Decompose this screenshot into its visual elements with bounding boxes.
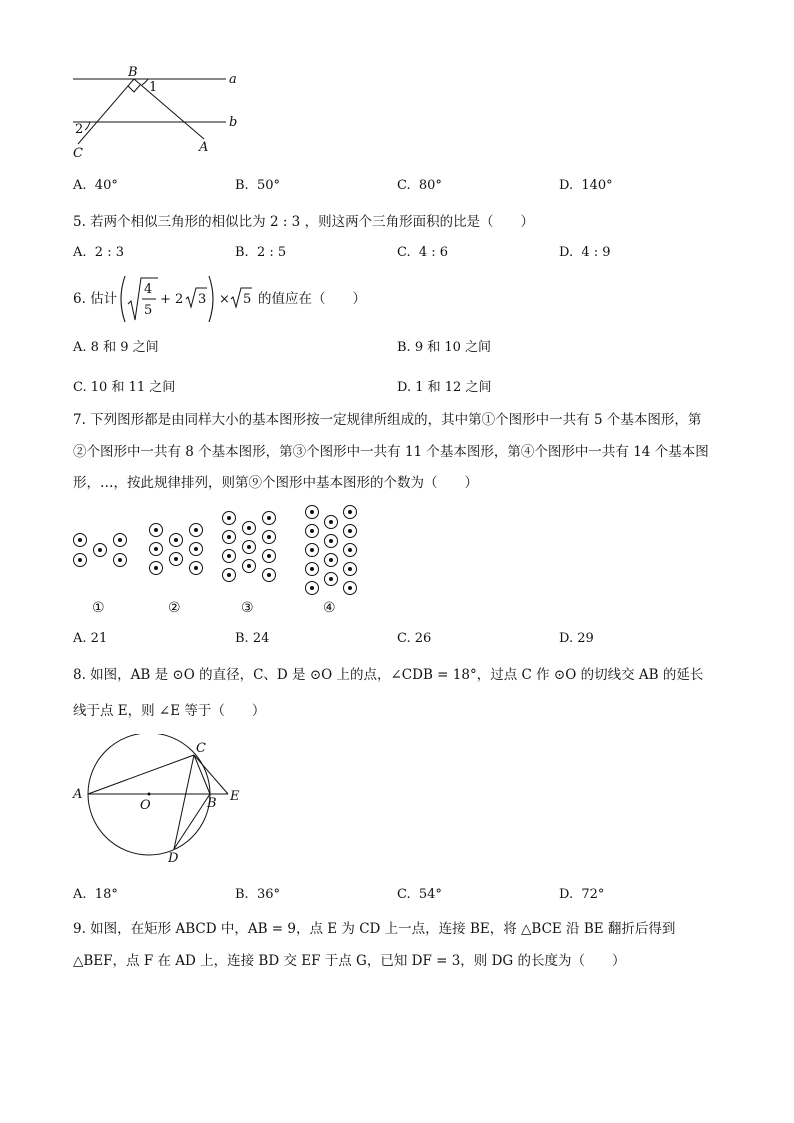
label-E: E [230, 789, 240, 804]
pattern-label-2: ② [168, 600, 181, 616]
q6-expression [116, 274, 256, 326]
q5-option-a[interactable]: A. 2 : 3 [73, 245, 124, 260]
pattern-label-3: ③ [241, 600, 254, 616]
plus-two: + 2 [160, 292, 184, 307]
q7-pattern-figure [66, 502, 366, 620]
q5-stem: 5. 若两个相似三角形的相似比为 2 : 3 ，则这两个三角形面积的比是（ ） [73, 214, 535, 230]
label-A: A [73, 787, 83, 802]
q7-option-d[interactable]: D. 29 [559, 631, 594, 646]
q6-option-b[interactable]: B. 9 和 10 之间 [397, 340, 492, 355]
basic-shape-dot [247, 526, 251, 530]
label-2: 2 [75, 122, 84, 137]
basic-shape-dot [154, 528, 158, 532]
q7-stem-line-1: 7. 下列图形都是由同样大小的基本图形按一定规律所组成的，其中第①个图形中一共有 5 个基本图形，第 [73, 412, 702, 428]
q7-stem-line-2: ②个图形中一共有 8 个基本图形，第③个图形中一共有 11 个基本图形，第④个图形中一共有 14 个基本图 [73, 444, 709, 460]
angle-1-arc [142, 79, 148, 85]
basic-shape-dot [267, 535, 271, 539]
label-B: B [207, 796, 217, 811]
q9-stem-line-2: △BEF，点 F 在 AD 上，连接 BD 交 EF 于点 G，已知 DF = 3，则 DG 的长度为（ ） [73, 953, 626, 969]
basic-shape-dot [348, 548, 352, 552]
basic-shape-dot [329, 520, 333, 524]
q5-option-b[interactable]: B. 2 : 5 [235, 245, 287, 260]
q7-option-a[interactable]: A. 21 [73, 631, 108, 646]
q4-option-a[interactable]: A. 40° [73, 178, 118, 193]
basic-shape-dot [310, 548, 314, 552]
basic-shape-dot [174, 538, 178, 542]
q8-stem-line-1: 8. 如图，AB 是 ⊙O 的直径，C、D 是 ⊙O 上的点，∠CDB = 18°，过点 C 作 ⊙O 的切线交 AB 的延长 [73, 667, 704, 683]
segment-BC [78, 79, 134, 144]
basic-shape-dot [194, 566, 198, 570]
q6-option-c[interactable]: C. 10 和 11 之间 [73, 380, 176, 395]
center-dot [148, 793, 151, 796]
q6-option-d[interactable]: D. 1 和 12 之间 [397, 380, 492, 395]
basic-shape-dot [247, 545, 251, 549]
label-A: A [199, 140, 209, 155]
basic-shape-dot [329, 577, 333, 581]
basic-shape-dot [194, 528, 198, 532]
segment-CB [194, 755, 210, 794]
radicand-3: 3 [198, 292, 207, 307]
basic-shape-dot [174, 557, 178, 561]
q4-option-c[interactable]: C. 80° [397, 178, 442, 193]
radicand-5: 5 [243, 292, 252, 307]
basic-shape-dot [310, 567, 314, 571]
basic-shape-dot [78, 538, 82, 542]
pattern-label-4: ④ [323, 600, 336, 616]
basic-shape-dot [227, 554, 231, 558]
left-paren [121, 276, 125, 322]
basic-shape-dot [348, 529, 352, 533]
basic-shape-dot [329, 558, 333, 562]
basic-shape-dot [118, 558, 122, 562]
basic-shape-dot [154, 547, 158, 551]
q8-option-c[interactable]: C. 54° [397, 887, 442, 902]
basic-shape-dot [348, 510, 352, 514]
basic-shape-dot [227, 516, 231, 520]
basic-shape-dot [348, 586, 352, 590]
label-O: O [140, 798, 151, 813]
q7-stem-line-3: 形，…，按此规律排列，则第⑨个图形中基本图形的个数为（ ） [73, 475, 478, 491]
basic-shape-dot [154, 566, 158, 570]
q8-circle-figure [70, 734, 250, 864]
right-paren [209, 276, 213, 322]
q9-stem-line-1: 9. 如图，在矩形 ABCD 中，AB = 9，点 E 为 CD 上一点，连接 BE，将 △BCE 沿 BE 翻折后得到 [73, 921, 676, 937]
basic-shape-dot [78, 558, 82, 562]
label-1: 1 [149, 80, 158, 95]
basic-shape-dot [98, 548, 102, 552]
basic-shape-dot [310, 529, 314, 533]
basic-shape-dot [329, 539, 333, 543]
q6-prefix: 6. 估计 [73, 291, 118, 307]
q4-option-b[interactable]: B. 50° [235, 178, 280, 193]
q8-stem-line-2: 线于点 E，则 ∠E 等于（ ） [73, 703, 266, 719]
segment-BA [134, 79, 204, 139]
label-b: b [229, 115, 238, 130]
q6-suffix: 的值应在（ ） [258, 291, 366, 307]
basic-shape-dot [348, 567, 352, 571]
basic-shape-dot [267, 516, 271, 520]
label-B: B [128, 65, 138, 80]
tangent-CE [194, 755, 228, 794]
angle-2-arc [85, 122, 90, 130]
q6-option-a[interactable]: A. 8 和 9 之间 [73, 340, 159, 355]
q8-option-b[interactable]: B. 36° [235, 887, 280, 902]
basic-shape-dot [310, 586, 314, 590]
label-C: C [73, 146, 83, 161]
basic-shape-dot [227, 573, 231, 577]
q4-option-d[interactable]: D. 140° [559, 178, 613, 193]
q7-option-b[interactable]: B. 24 [235, 631, 270, 646]
pattern-label-1: ① [92, 600, 105, 616]
times-sign: × [219, 292, 230, 307]
fraction-denominator: 5 [144, 303, 153, 318]
q4-parallel-lines-figure [68, 64, 258, 164]
basic-shape-dot [227, 535, 231, 539]
segment-AC [88, 755, 194, 794]
basic-shape-dot [247, 564, 251, 568]
label-C: C [196, 741, 206, 756]
fraction-numerator: 4 [144, 282, 153, 297]
q5-option-d[interactable]: D. 4 : 9 [559, 245, 611, 260]
right-angle-mark [128, 85, 140, 92]
basic-shape-dot [267, 573, 271, 577]
q5-option-c[interactable]: C. 4 : 6 [397, 245, 449, 260]
basic-shape-dot [310, 510, 314, 514]
label-D: D [168, 851, 179, 864]
basic-shape-dot [267, 554, 271, 558]
basic-shape-dot [194, 547, 198, 551]
basic-shape-dot [118, 538, 122, 542]
segment-CD [174, 755, 194, 849]
q7-option-c[interactable]: C. 26 [397, 631, 432, 646]
q8-option-d[interactable]: D. 72° [559, 887, 605, 902]
label-a: a [229, 72, 237, 87]
q8-option-a[interactable]: A. 18° [73, 887, 118, 902]
